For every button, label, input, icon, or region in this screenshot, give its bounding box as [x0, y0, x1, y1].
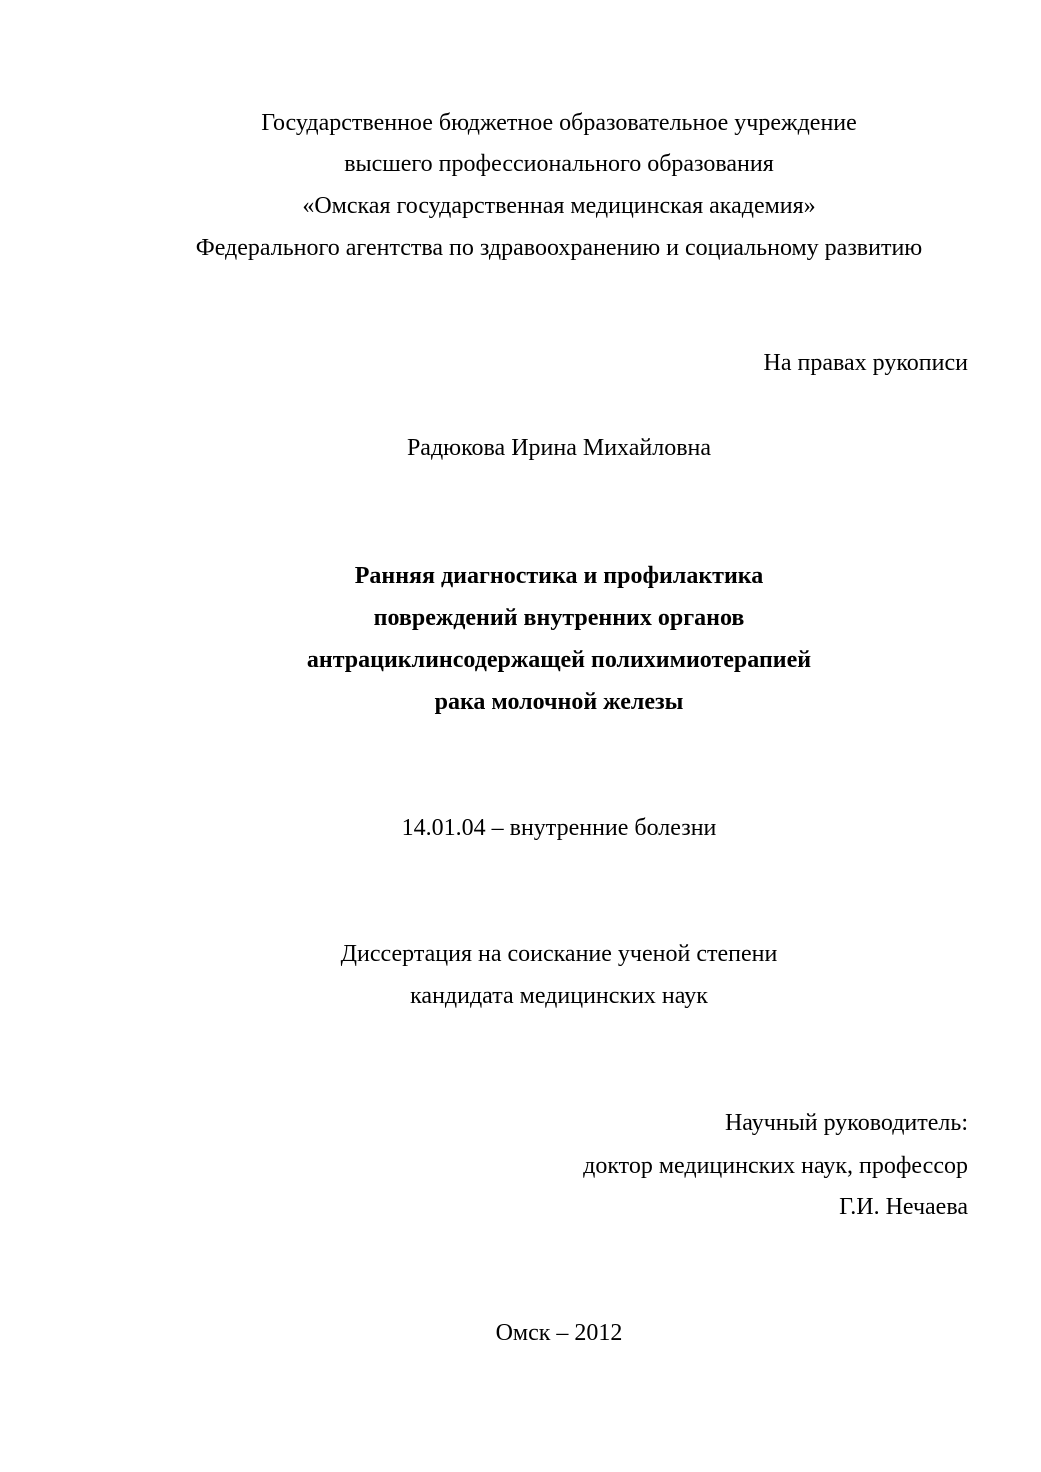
title-line-2: повреждений внутренних органов — [373, 605, 745, 631]
degree-line-1: Диссертация на соискание ученой степени — [340, 941, 778, 967]
institution-line-4: Федерального агентства по здравоохранению и социальному развитию — [195, 235, 923, 261]
manuscript-note: На правах рукописи — [763, 350, 968, 376]
institution-line-3: «Омская государственная медицинская академия» — [302, 193, 816, 219]
title-line-3: антрациклинсодержащей полихимиотерапией — [306, 647, 812, 673]
supervisor-label: Научный руководитель: — [724, 1110, 968, 1136]
degree-line-2: кандидата медицинских наук — [410, 983, 708, 1009]
place-and-year: Омск – 2012 — [495, 1320, 623, 1346]
supervisor-name: Г.И. Нечаева — [839, 1194, 968, 1220]
title-line-1: Ранняя диагностика и профилактика — [354, 563, 764, 589]
institution-line-2: высшего профессионального образования — [344, 151, 774, 177]
institution-line-1: Государственное бюджетное образовательное учреждение — [261, 110, 857, 136]
supervisor-rank: доктор медицинских наук, профессор — [583, 1153, 968, 1179]
specialty-code: 14.01.04 – внутренние болезни — [401, 815, 717, 841]
title-line-4: рака молочной железы — [434, 689, 684, 715]
author-name: Радюкова Ирина Михайловна — [406, 435, 712, 461]
